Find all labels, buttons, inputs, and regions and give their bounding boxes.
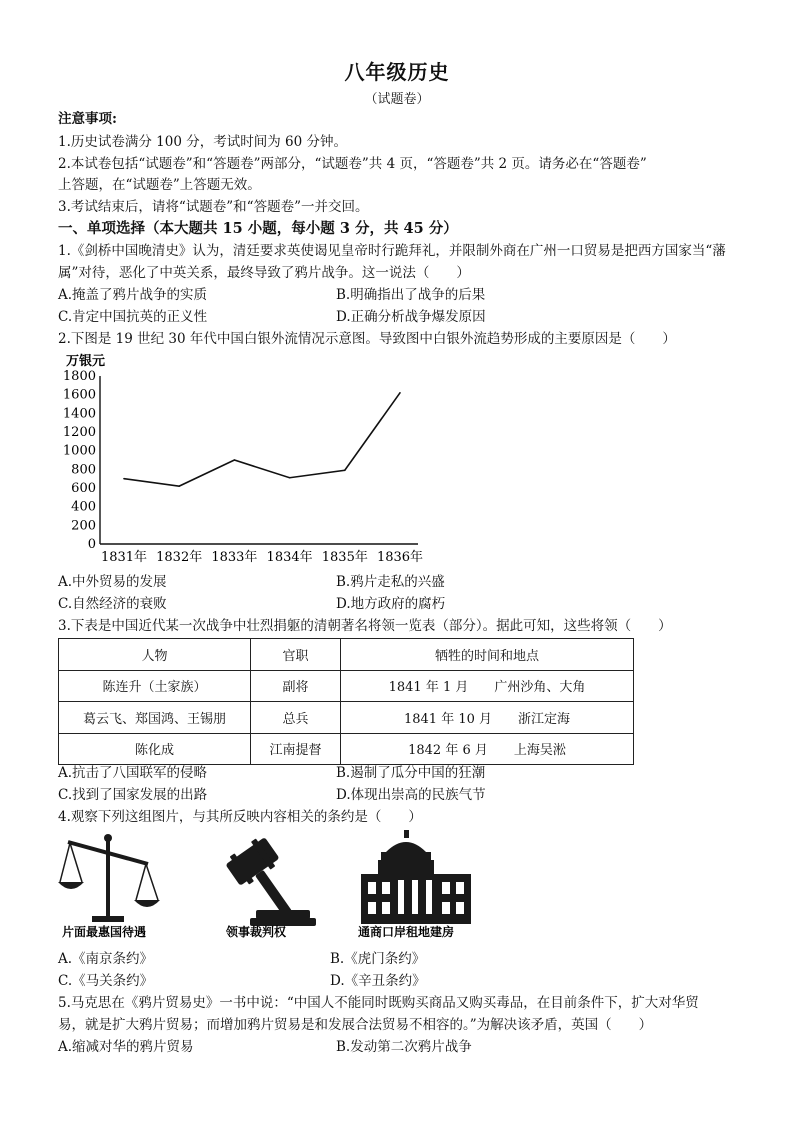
- note-item: 上答题，在“试题卷”上答题无效。: [58, 177, 261, 193]
- x-tick-label: 1836年: [376, 550, 424, 565]
- x-tick-label: 1831年: [100, 550, 148, 565]
- option-d: D.正确分析战争爆发原因: [336, 309, 486, 325]
- table-cell: 葛云飞、郑国鸿、王锡朋: [59, 702, 251, 734]
- option-b: B.鸦片走私的兴盛: [336, 574, 445, 590]
- table-header-row: [59, 639, 634, 671]
- data-point: [289, 477, 291, 479]
- option-b: B.《虎门条约》: [330, 951, 426, 967]
- option-a: A.抗击了八国联军的侵略: [58, 765, 208, 781]
- y-tick-label: 200: [71, 518, 96, 534]
- data-point: [399, 392, 401, 394]
- gavel-icon: [223, 834, 316, 927]
- x-tick-label: 1832年: [156, 550, 203, 565]
- table-cell: 陈化成: [59, 733, 251, 765]
- table-cell: 副将: [251, 670, 341, 702]
- table-cell: 江南提督: [251, 733, 341, 765]
- page-subtitle: （试题卷）: [364, 92, 430, 107]
- data-point: [123, 478, 125, 480]
- y-tick-label: 600: [71, 481, 96, 496]
- generals-table: [58, 638, 634, 765]
- option-b: B.发动第二次鸦片战争: [336, 1039, 472, 1055]
- question-stem: 4.观察下列这组图片，与其所反映内容相关的条约是（ ）: [58, 809, 422, 825]
- table-cell: 1842 年 6 月 上海吴淞: [341, 733, 634, 765]
- y-tick-label: 800: [71, 462, 96, 478]
- option-b: B.遏制了瓜分中国的狂潮: [336, 765, 486, 781]
- option-c: C.自然经济的衰败: [58, 596, 167, 612]
- picture-label: 领事裁判权: [226, 925, 287, 939]
- question-stem: 属”对待，恶化了中英关系，最终导致了鸦片战争。这一说法（ ）: [58, 265, 470, 281]
- table-row: [59, 702, 634, 734]
- table-cell: 总兵: [251, 702, 341, 734]
- question-stem: 1.《剑桥中国晚清史》认为，清廷要求英使谒见皇帝时行跪拜礼，并限制外商在广州一口贸易是把西方国家当“藩: [58, 243, 726, 259]
- option-d: D.体现出崇高的民族气节: [336, 787, 486, 803]
- y-tick-label: 1000: [62, 443, 96, 459]
- section-heading: 一、单项选择（本大题共 15 小题，每小题 3 分，共 45 分）: [58, 220, 458, 237]
- y-tick-label: 400: [71, 499, 96, 515]
- option-a: A.《南京条约》: [58, 951, 154, 967]
- notes-heading: 注意事项:: [58, 111, 117, 127]
- y-tick-label: 1800: [62, 369, 96, 384]
- option-d: D.《辛丑条约》: [330, 973, 426, 989]
- scale-icon: [58, 834, 160, 922]
- data-point: [344, 469, 346, 471]
- table-cell: 陈连升（土家族）: [59, 670, 251, 702]
- table-header: 牺牲的时间和地点: [341, 639, 634, 671]
- data-point: [178, 485, 180, 487]
- note-item: 1.历史试卷满分 100 分，考试时间为 60 分钟。: [58, 134, 347, 150]
- option-c: C.《马关条约》: [58, 973, 154, 989]
- building-icon: [361, 830, 471, 924]
- y-axis-label: 万银元: [66, 354, 106, 369]
- option-a: A.掩盖了鸦片战争的实质: [58, 287, 208, 303]
- option-d: D.地方政府的腐朽: [336, 596, 446, 612]
- option-a: A.缩减对华的鸦片贸易: [58, 1039, 194, 1055]
- y-tick-label: 1400: [62, 406, 96, 422]
- question-stem: 5.马克思在《鸦片贸易史》一书中说：“中国人不能同时既购买商品又购买毒品，在目前条件下，扩大对华贸: [58, 995, 699, 1011]
- question-stem: 易，就是扩大鸦片贸易；而增加鸦片贸易是和发展合法贸易不相容的。”为解决该矛盾，英国（ ）: [58, 1017, 653, 1033]
- picture-label: 片面最惠国待遇: [62, 925, 147, 939]
- table-cell: 1841 年 10 月 浙江定海: [341, 702, 634, 734]
- note-item: 3.考试结束后，请将“试题卷”和“答题卷”一并交回。: [58, 199, 369, 215]
- table-header: 人物: [59, 639, 251, 671]
- y-tick-label: 1200: [62, 425, 96, 440]
- page-title: 八年级历史: [344, 60, 450, 84]
- note-item: 2.本试卷包括“试题卷”和“答题卷”两部分，“试题卷”共 4 页，“答题卷”共 2 页。请务必在“答题卷”: [58, 156, 647, 172]
- table-row: [59, 733, 634, 765]
- option-c: C.找到了国家发展的出路: [58, 787, 208, 803]
- picture-label: 通商口岸租地建房: [358, 925, 455, 939]
- x-tick-label: 1834年: [266, 550, 313, 565]
- y-tick-label: 0: [87, 537, 96, 552]
- data-point: [234, 459, 236, 461]
- option-a: A.中外贸易的发展: [58, 574, 167, 590]
- series-line: [124, 393, 400, 486]
- y-tick-label: 1600: [62, 387, 96, 403]
- silver-outflow-chart: [56, 348, 426, 568]
- table-row: [59, 670, 634, 702]
- x-tick-label: 1835年: [321, 550, 368, 565]
- treaty-pictures: [56, 830, 496, 945]
- x-tick-label: 1833年: [211, 550, 258, 565]
- table-cell: 1841 年 1 月 广州沙角、大角: [341, 670, 634, 702]
- question-stem: 2.下图是 19 世纪 30 年代中国白银外流情况示意图。导致图中白银外流趋势形成的主要原因是（ ）: [58, 331, 676, 347]
- option-c: C.肯定中国抗英的正义性: [58, 309, 208, 325]
- table-header: 官职: [251, 639, 341, 671]
- option-b: B.明确指出了战争的后果: [336, 287, 486, 303]
- question-stem: 3.下表是中国近代某一次战争中壮烈捐躯的清朝著名将领一览表（部分）。据此可知，这些将领（ ）: [58, 618, 672, 634]
